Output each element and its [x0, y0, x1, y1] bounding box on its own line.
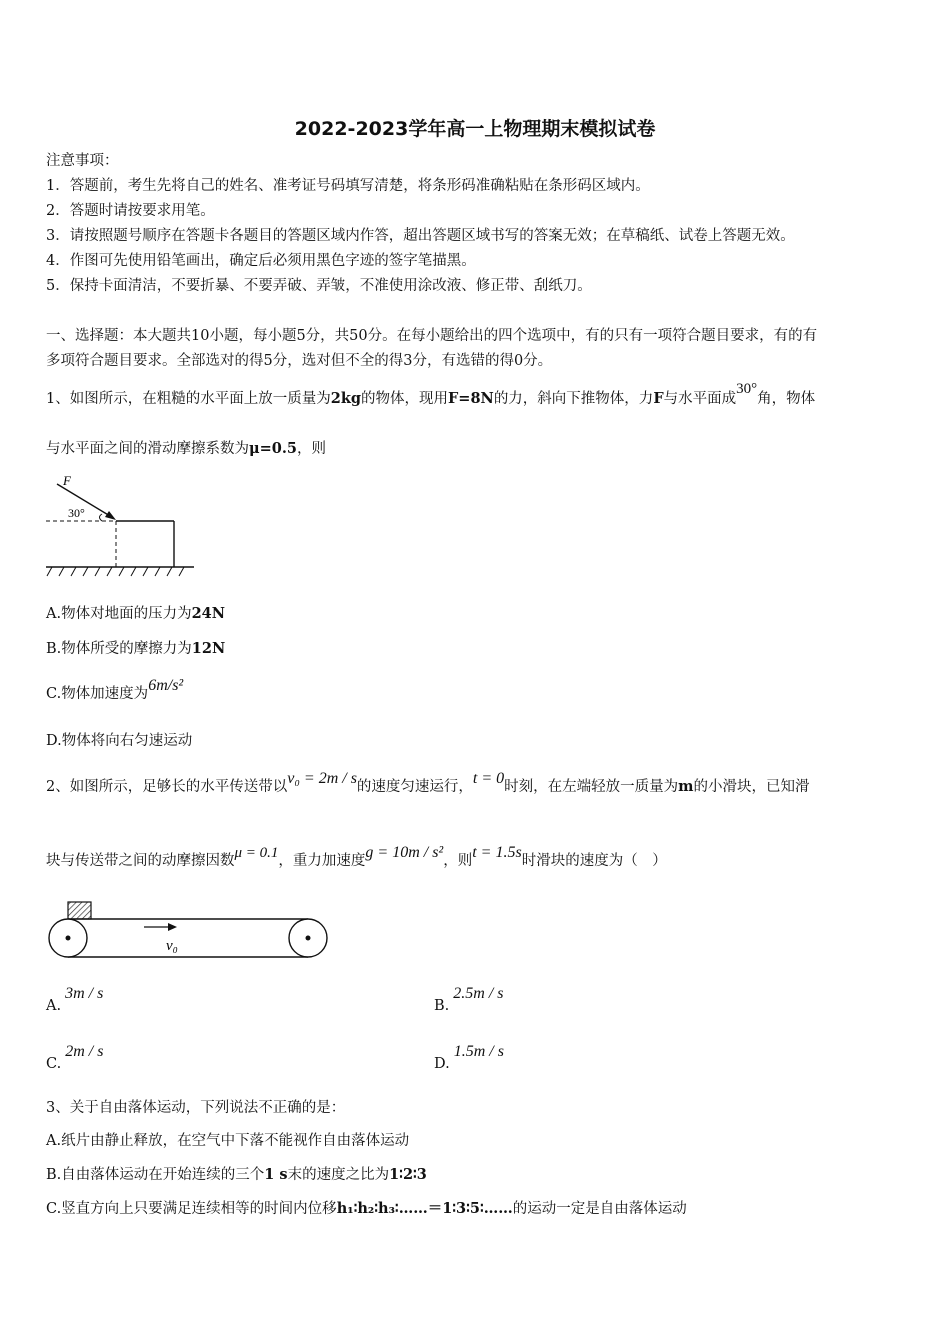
- q1-option-b[interactable]: B.物体所受的摩擦力为12N: [46, 640, 226, 657]
- q2-option-a[interactable]: A.3m / s: [46, 985, 104, 1014]
- q1-option-a[interactable]: A.物体对地面的压力为24N: [46, 605, 226, 622]
- q3-option-b[interactable]: B.自由落体运动在开始连续的三个1 s末的速度之比为1∶2∶3: [46, 1166, 427, 1183]
- notice-item: 5．保持卡面清洁，不要折暴、不要弄破、弄皱，不准使用涂改液、修正带、刮纸刀。: [46, 278, 592, 294]
- page-title: 2022-2023学年高一上物理期末模拟试卷: [294, 118, 656, 140]
- fig-velocity-label: v₀: [166, 938, 178, 954]
- notice-item: 2．答题时请按要求用笔。: [46, 203, 215, 219]
- q3-option-a[interactable]: A.纸片由静止释放，在空气中下落不能视作自由落体运动: [46, 1133, 410, 1149]
- q2-stem-line1: 2、如图所示，足够长的水平传送带以v₀ = 2m / s的速度匀速运行，t = 0时刻，在左端轻放一质量为m的小滑块，已知滑: [46, 770, 810, 795]
- slider-block: [68, 902, 91, 919]
- section-heading-line1: 一、选择题：本大题共10小题，每小题5分，共50分。在每小题给出的四个选项中，有的只有一项符合题目要求，有的有: [46, 328, 818, 344]
- q1-force-diagram: [44, 470, 196, 582]
- fig-angle-label: 30°: [68, 506, 85, 520]
- notice-item: 4．作图可先使用铅笔画出，确定后必须用黑色字迹的签字笔描黑。: [46, 253, 476, 269]
- q1-stem-line1: 1、如图所示，在粗糙的水平面上放一质量为2kg的物体，现用F=8N的力，斜向下推物体，力F与水平面成30°角，物体: [46, 381, 816, 407]
- q3-option-c[interactable]: C.竖直方向上只要满足连续相等的时间内位移h₁∶h₂∶h₃∶……＝1∶3∶5∶……的运动一定是自由落体运动: [46, 1200, 687, 1217]
- q2-option-d[interactable]: D.1.5m / s: [434, 1043, 504, 1072]
- q1-option-d[interactable]: D.物体将向右匀速运动: [46, 733, 193, 749]
- notice-item: 3．请按照题号顺序在答题卡各题目的答题区域内作答，超出答题区域书写的答案无效；在草稿纸、试卷上答题无效。: [46, 228, 795, 244]
- q2-option-b[interactable]: B.2.5m / s: [434, 985, 504, 1014]
- notice-item: 1．答题前，考生先将自己的姓名、准考证号码填写清楚，将条形码准确粘贴在条形码区域内。: [46, 178, 650, 194]
- q2-option-c[interactable]: C.2m / s: [46, 1043, 104, 1072]
- q2-conveyor-diagram: [46, 898, 332, 964]
- q1-option-c[interactable]: C.物体加速度为6m/s²: [46, 677, 184, 702]
- q2-stem-line2: 块与传送带之间的动摩擦因数μ = 0.1，重力加速度g = 10m / s²，则t = 1.5s时滑块的速度为（ ）: [46, 844, 667, 869]
- fig-force-label: F: [63, 473, 71, 488]
- q1-stem-line2: 与水平面之间的滑动摩擦系数为μ=0.5，则: [46, 440, 326, 457]
- notice-heading: 注意事项：: [46, 153, 119, 169]
- q3-stem: 3、关于自由落体运动，下列说法不正确的是：: [46, 1100, 346, 1116]
- section-heading-line2: 多项符合题目要求。全部选对的得5分，选对但不全的得3分，有选错的得0分。: [46, 353, 553, 369]
